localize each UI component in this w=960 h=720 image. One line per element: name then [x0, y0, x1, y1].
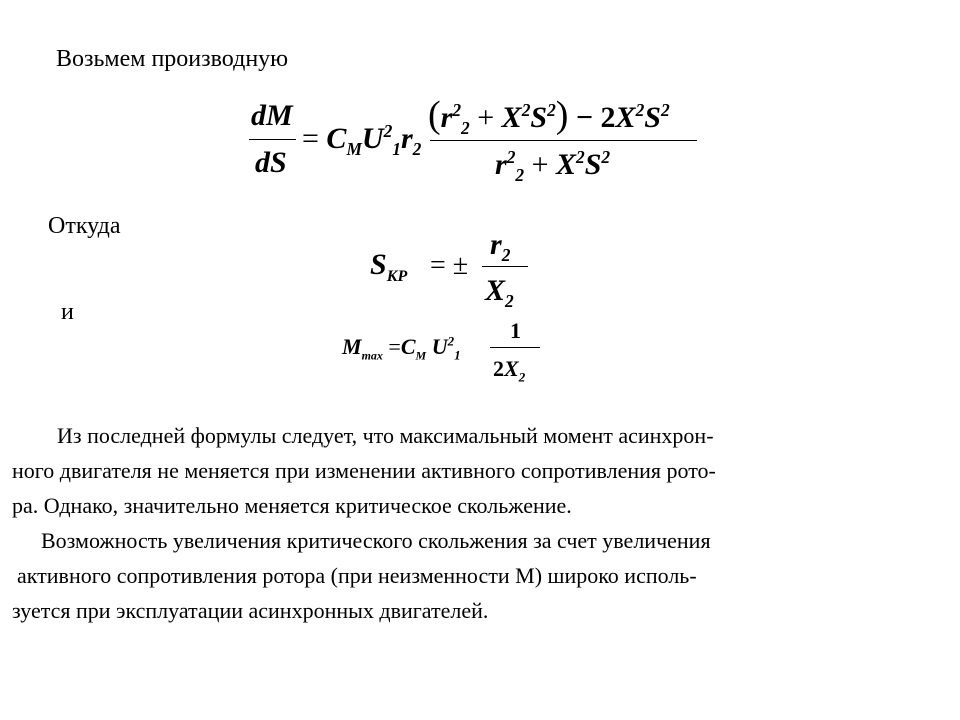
mmax-lhs: $M_{max} =C_M$ $U^2_1$: [342, 333, 461, 363]
paragraph-line: Из последней формулы следует, что максимальный момент асинхрон-: [57, 423, 714, 448]
skp-lhs: $S_{КР}$: [370, 248, 408, 285]
skp-fraction-line: [482, 266, 528, 267]
paragraph-line: активного сопротивления ротора (при неизменности М) широко исполь-: [17, 563, 697, 588]
lhs-numerator: dM: [251, 99, 293, 132]
paragraph-line: ра. Однако, значительно меняется критическое скольжение.: [12, 493, 572, 518]
lhs-denominator: dS: [255, 146, 287, 179]
skp-eq-pm: = ±: [430, 250, 469, 281]
intro-text: Возьмем производную: [56, 46, 289, 72]
paragraph-line: ного двигателя не меняется при изменении активного сопротивления рото-: [12, 458, 716, 483]
and-text: и: [61, 299, 74, 325]
mmax-denominator: $2X_2$: [493, 356, 526, 385]
skp-denominator: $X_2$: [485, 274, 514, 311]
otkuda-text: Откуда: [48, 213, 121, 239]
skp-numerator: $r_2$: [490, 228, 511, 265]
lhs-fraction-line: [249, 139, 296, 140]
paragraph-line: зуется при эксплуатации асинхронных двигателей.: [12, 598, 489, 623]
mmax-fraction-line: [490, 347, 540, 348]
conclusion-paragraph: [0, 425, 960, 635]
big-fraction-denominator: $r^2_2 + X^2S^2$: [495, 147, 611, 185]
mmax-numerator: 1: [510, 318, 521, 343]
rhs-coefficients: = $C_MU^2_1r_2$: [302, 121, 422, 159]
paragraph-line: Возможность увеличения критического скольжения за счет увеличения: [41, 528, 711, 553]
big-fraction-line: [430, 140, 697, 141]
big-fraction-numerator: $(r^2_2 + X^2S^2) - 2X^2S^2$: [428, 94, 670, 138]
